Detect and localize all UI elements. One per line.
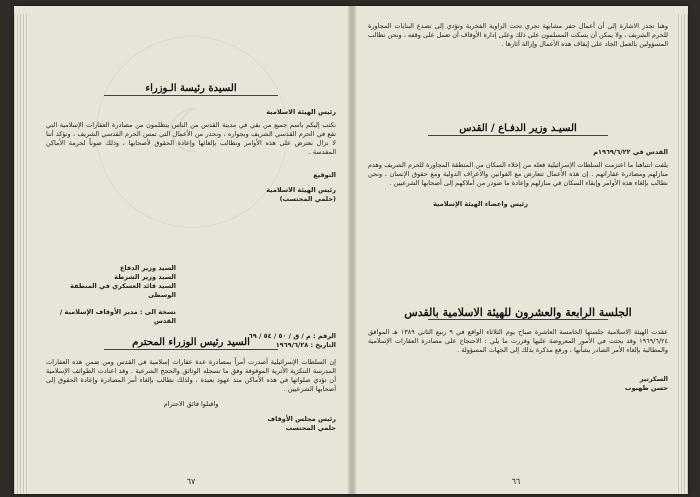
section-title: السيـد وزير الدفـاع / القدس: [459, 123, 577, 134]
signature-block: [226, 171, 336, 204]
page-number: ٦٦: [511, 477, 521, 486]
session-title: الجلسة الرابعة والعشرون للهيئة الاسلامية بالقدس: [404, 306, 632, 319]
letter-to-defense-minister: [368, 124, 668, 209]
closing: التوقيع: [313, 171, 336, 179]
letter-date: القدس في ١٩٦٩/٦/٢٢م: [593, 148, 668, 156]
reference-number: الرقم : م / ق / ٥٠ / ٥٤ / ٦٩: [248, 332, 336, 340]
recipient-2: السيد وزير الشرطة: [114, 273, 176, 281]
title-rule: [428, 319, 608, 320]
page-number: ٦٧: [186, 477, 196, 486]
recipient: رئيس الهيئة الاسلامية: [266, 108, 336, 116]
intro-text: وهنا تجدر الاشارة إلى أن أعمال حفر مشابهة تجري تحت الزاوية الفخرية وتؤدي إلى تصدع البنايات المجاورة للحرم الشريف ، ولا يمكن أن يسكت المسلمون على ذلك وعلى إدارة الأوقاف أن تعمل على وقفه ، ونحن نطالب المسؤولين بالعمل الجاد على إيقاف هذه الأعمال وإزالة آثارها .: [368, 22, 668, 48]
signer-line: رئيس واعضاء الهيئة الإسلامية: [433, 200, 528, 208]
secretary-signature: [578, 375, 668, 393]
secretary-label: السكرتير: [639, 375, 668, 383]
signature-block: [46, 415, 336, 433]
signer-name: (حلمي المحتسب): [279, 195, 336, 203]
watermark-seal-icon: ☾: [96, 36, 288, 228]
left-page: [36, 16, 346, 486]
reference-date: التاريخ : ١٩٦٩/٦/٢٨: [275, 341, 336, 349]
letter-body: إن السلطات الإسرائيلية أصدرت أمراً بمصادرة عدة عقارات إسلامية في القدس ومن ضمن هذه العقارات المدرسة التنكزية الأثرية الموقوفة وفق ما تسجله الوثائق والحجج الشرعية . وقد اعتادت الطوائف الإسلامية أن تؤدي صلواتها في هذه الأماكن منذ عهود بعيدة ، ولذلك نطالب بإلغاء أمر المصادرة وإعادة الحقوق إلى أصحابها الشرعيين .: [46, 358, 336, 393]
session-minutes: [368, 308, 668, 393]
title-rule: [428, 135, 608, 136]
title-rule: [104, 95, 278, 96]
letter-body: يلفت انتباهنا ما اعتزمت السلطات الإسرائيلية فعله من إخلاء السكان من المنطقة المجاورة للحرم الشريف وهدم منازلهم ومصادرة عقاراتهم . إن هذه الأعمال تتعارض مع القوانين والأعراف الدولية ومع حقوق الإنسان ، ونحن نطالب بإلغاء هذه الأوامر وإبقاء السكان في منازلهم وإعادة ما صودر من أملاكهم إلى أصحابها الشرعيين .: [368, 161, 668, 187]
page-edges-left: [14, 14, 28, 494]
letter-to-prime-minister-1: [46, 84, 336, 204]
signer-name: حلمي المحتسب: [285, 424, 336, 432]
right-page: [356, 16, 676, 486]
open-book-spread: [14, 6, 688, 494]
recipient-copy: نسخة الى : مدير الأوقاف الإسلامية / القدس: [59, 308, 176, 325]
recipient-3: السيد قائد العسكري في المنطقة الوسطى: [70, 282, 176, 299]
signer-title: رئيس الهيئة الاسلامية: [266, 186, 336, 194]
closing: واقبلوا فائق الاحترام: [163, 400, 219, 408]
page-edges-right: [676, 14, 688, 494]
recipient-1: السيد وزير الدفاع: [119, 264, 176, 272]
letter-to-prime-minister-2: [46, 338, 336, 433]
recipient-list: [46, 264, 176, 326]
session-body: عقدت الهيئة الاسلامية جلستها الخامسة العاشرة صباح يوم الثلاثاء الواقع في ٩ ربيع الثاني ١٣٨٩ هـ الموافق ١٩٦٩/٦/٢٤ وقد بحثت في الأمور المعروضة عليها وقررت ما يلي : الاحتجاج على مصادرة العقارات الإسلامية والمطالبة بإلغاء الأمر الصادر بشأنها ، ورفع مذكرة بذلك إلى الجهات المسؤولة .: [368, 328, 669, 354]
title-rule: [104, 349, 278, 350]
letter-body: نكتب إليكم باسم جميع من بقي في مدينة القدس من الناس يتظلمون من مصادرة العقارات الإسلامية التي تقع في الحرم القدسي الشريف وبجواره ، ونحذر من الأعمال التي تمس الحرم القدسي الشريف ، ونؤكد أننا لا نزال نعترض على هذه الأوامر ونطالب بإلغائها وإعادة الحقوق لأصحابها ، وذلك صوناً لحرمة الأماكن المقدسة .: [46, 121, 336, 156]
book-gutter: [348, 6, 356, 494]
section-title: السيد رئيس الوزراء المحترم: [132, 337, 250, 348]
secretary-name: حسن طهبوب: [624, 384, 668, 392]
intro-paragraph: [368, 22, 668, 49]
section-title: السيدة رئيسة الـوزراء: [145, 83, 237, 94]
signer-title: رئيس مجلس الأوقاف: [267, 415, 336, 423]
